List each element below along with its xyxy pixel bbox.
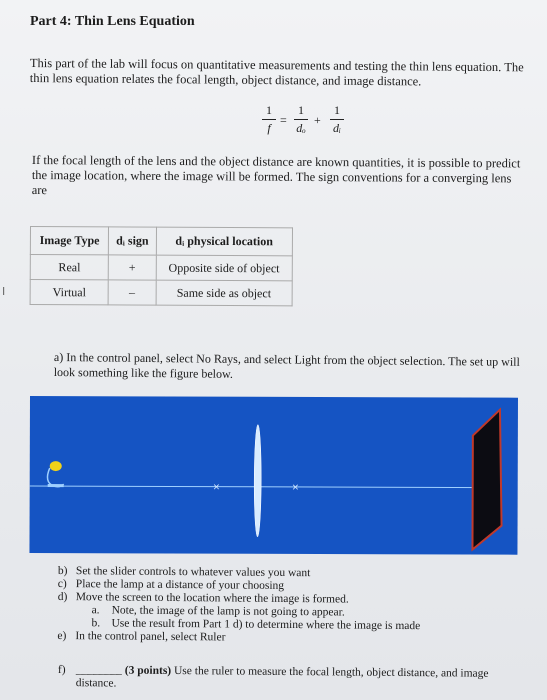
sign-convention-table <box>30 226 293 306</box>
focal-point-right-icon: × <box>291 482 300 493</box>
lens-icon <box>254 425 261 537</box>
cell-type: Real <box>30 255 108 280</box>
question-a-label: a) <box>53 350 64 365</box>
answer-blank: ________ <box>75 664 122 677</box>
points-label: (3 points) <box>124 664 172 677</box>
cell-type: Virtual <box>30 280 108 305</box>
question-f <box>58 664 528 694</box>
simulation-canvas <box>29 396 518 555</box>
cell-sign: – <box>108 280 155 305</box>
question-f-text: Use the ruler to measure the focal length, object distance, and image distance. <box>75 665 489 690</box>
equation-rhs-object: $\frac{1}{\text{dₒ}}$ <box>294 103 308 136</box>
cell-location: Same side as object <box>156 280 293 306</box>
header-di-sign: dᵢ sign <box>109 227 156 255</box>
simulation-figure <box>29 396 518 555</box>
list-item: d) Move the screen to the location where the image is formed. <box>57 590 349 606</box>
list-item: b) Set the slider controls to whatever values you want <box>57 565 311 580</box>
table-header-row <box>30 227 292 256</box>
equals-sign: = <box>280 113 287 127</box>
list-item: e) In the control panel, select Ruler <box>57 629 226 644</box>
question-a-text: In the control panel, select No Rays, and select Light from the object selection. The set up will look something like the figure below. <box>53 350 520 381</box>
instruction-list <box>57 565 528 647</box>
cell-location: Opposite side of object <box>156 255 293 281</box>
section-title: Part 4: Thin Lens Equation <box>30 14 195 29</box>
list-item: a. Note, the image of the lamp is not going to appear. <box>91 604 345 619</box>
thin-lens-equation <box>262 103 362 147</box>
question-a <box>54 350 524 385</box>
table-row <box>30 280 292 306</box>
equation-lhs: $\frac{1}{f}$ <box>262 103 276 136</box>
table-row <box>30 255 292 281</box>
substep-list <box>57 604 527 634</box>
intro-paragraph: This part of the lab will focus on quantitative measurements and testing the thin lens equation. The thin lens equation relates the focal length, object distance, and image distance. <box>29 56 524 89</box>
lamp-icon <box>47 461 63 487</box>
question-f-label: f) <box>57 664 66 677</box>
list-item: b. Use the result from Part 1 d) to determine where the image is made <box>91 617 421 633</box>
screen-icon <box>472 410 501 550</box>
plus-sign: + <box>314 113 321 127</box>
text-cursor-icon: I <box>2 285 6 298</box>
header-di-location: dᵢ physical location <box>156 227 293 256</box>
header-image-type: Image Type <box>30 227 108 255</box>
equation-rhs-image: $\frac{1}{\text{dᵢ}}$ <box>330 103 344 136</box>
list-item: c) Place the lamp at a distance of your choosing <box>57 577 285 592</box>
cell-sign: + <box>109 255 156 280</box>
focal-point-left-icon: × <box>212 482 221 493</box>
explanation-paragraph: If the focal length of the lens and the object distance are known quantities, it is possible to predict the image location, where the image will be formed. The sign conventions for a converging lens are <box>31 153 521 198</box>
